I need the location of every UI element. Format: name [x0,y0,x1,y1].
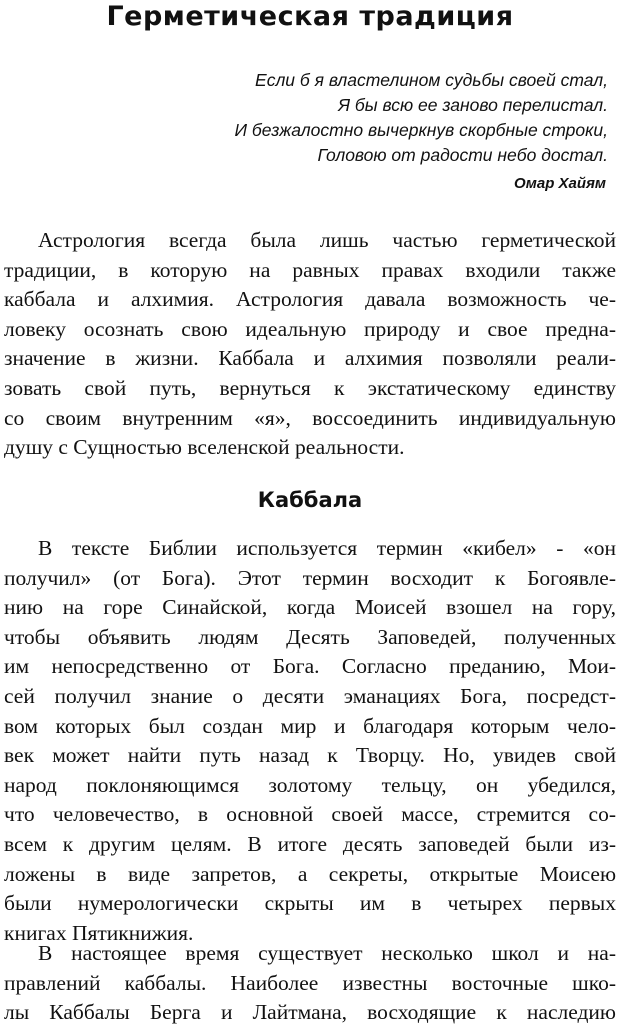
text-line: ловеку осознать свою идеальную природу и свое предна- [4,316,616,341]
text-line: им непосредственно от Бога. Согласно преданию, Мои- [4,654,616,679]
text-line: что человечество, в основной своей массе, стремится со- [4,802,616,827]
text-line: В настоящее время существует несколько школ и на- [38,941,616,965]
text-line: получил» (от Бога). Этот термин восходит к Богоявле- [4,565,616,590]
paragraph-kabbalah-origin [4,534,616,948]
text-line: лы Каббалы Берга и Лайтмана, восходящие к наследию [4,1000,616,1025]
text-line: В тексте Библии используется термин «кибел» - «он [38,536,616,560]
text-line: вом которых был создан мир и благодаря которым чело- [4,713,616,738]
text-line: сей получил знание о десяти эманациях Бога, посредст- [4,683,616,708]
text-line: нию на горе Синайской, когда Моисей взошел на гору, [4,595,616,620]
text-line: традиции, в которую на равных правах входили также [4,257,616,282]
epigraph-author: Омар Хайям [513,175,606,192]
text-line: каббала и алхимия. Астрология давала возможность че- [4,287,616,312]
text-line: душу с Сущностью вселенской реальности. [4,435,405,460]
text-line: со своим внутренним «я», воссоединить индивидуальную [4,405,616,430]
epigraph-line: И безжалостно вычеркнув скорбные строки, [234,120,608,140]
text-line: народ поклоняющимся золотому тельцу, он убедился, [4,772,616,797]
epigraph-line: Головою от радости небо достал. [317,145,608,165]
paragraph-kabbalah-schools [4,939,616,1028]
text-line: зовать свой путь, вернуться к экстатическому единству [4,375,616,400]
text-line: чтобы объявить людям Десять Заповедей, полученных [4,624,616,649]
section-title: Каббала [257,488,363,512]
text-line: всем к другим целям. В итоге десять заповедей были из- [4,831,616,856]
text-line: ложены в виде запретов, а секреты, открытые Моисею [4,861,616,886]
paragraph-astrology [4,226,616,463]
epigraph-line: Если б я властелином судьбы своей стал, [255,70,608,90]
text-line: Астрология всегда была лишь частью герметической [38,228,616,252]
epigraph-line: Я бы всю ее заново перелистал. [338,95,608,115]
text-line: значение в жизни. Каббала и алхимия позволяли реали- [4,346,616,371]
epigraph [88,68,608,168]
text-line: век может найти путь назад к Творцу. Но, увидев свой [4,743,616,768]
text-line: были нумерологически скрыты им в четырех первых [4,891,616,916]
chapter-title: Герметическая традиция [106,1,514,32]
text-line: книгах Пятикнижия. [4,920,194,945]
text-line: правлений каббалы. Наиболее известны восточные шко- [4,970,616,995]
